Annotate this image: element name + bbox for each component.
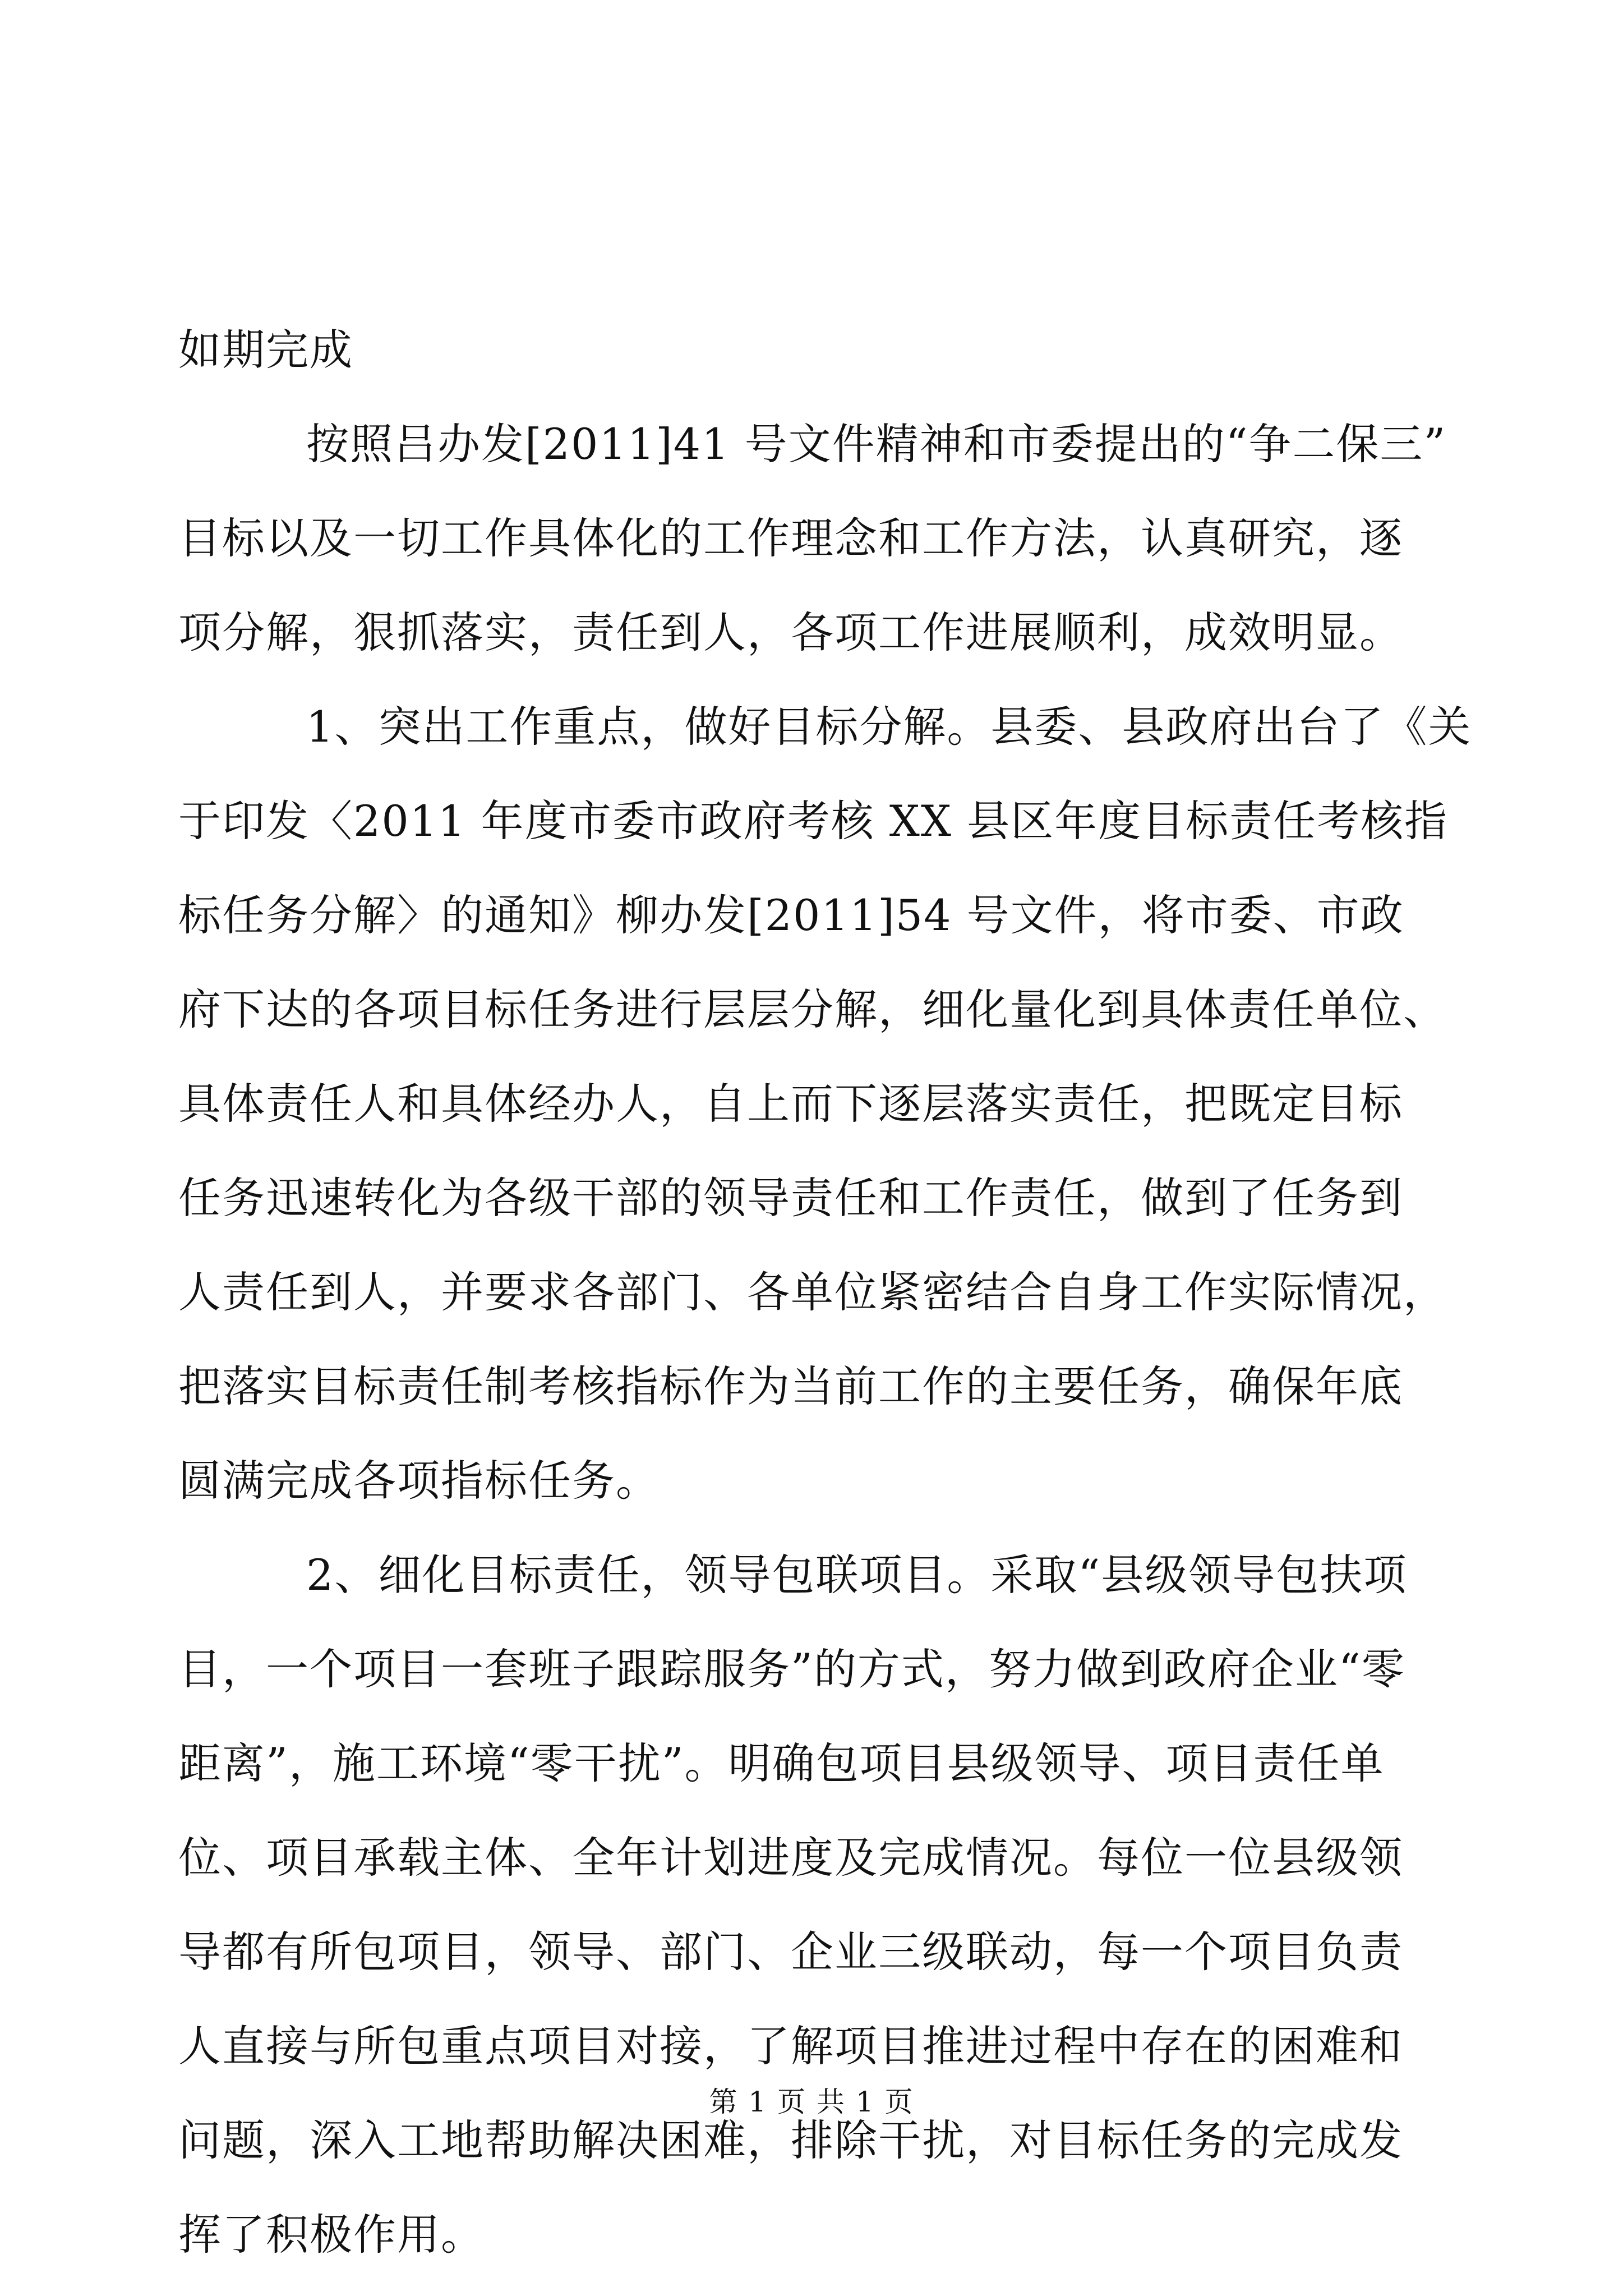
text-line: 具体责任人和具体经办人，自上而下逐层落实责任，把既定目标 xyxy=(178,1079,1403,1129)
text-line: 任务迅速转化为各级干部的领导责任和工作责任，做到了任务到 xyxy=(178,1173,1403,1223)
page-footer xyxy=(0,2082,1623,2122)
text-line: 圆满完成各项指标任务。 xyxy=(178,1456,660,1506)
paragraph-1-heading-line: 1、突出工作重点，做好目标分解。县委、县政府出台了《关 xyxy=(306,702,1472,752)
text-line: 导都有所包项目，领导、部门、企业三级联动，每一个项目负责 xyxy=(178,1927,1403,1977)
text-line: 标任务分解〉的通知》柳办发[2011]54 号文件，将市委、市政 xyxy=(178,890,1404,940)
text-line: 人直接与所包重点项目对接，了解项目推进过程中存在的困难和 xyxy=(178,2021,1403,2071)
text-line: 于印发〈2011 年度市委市政府考核 XX 县区年度目标责任考核指 xyxy=(178,796,1449,846)
text-line: 挥了积极作用。 xyxy=(178,2210,485,2260)
text-line: 位、项目承载主体、全年计划进度及完成情况。每位一位县级领 xyxy=(178,1833,1403,1883)
text-line: 距离”，施工环境“零干扰”。明确包项目县级领导、项目责任单 xyxy=(178,1738,1385,1788)
text-line: 问题，深入工地帮助解决困难，排除干扰，对目标任务的完成发 xyxy=(178,2115,1403,2165)
paragraph-2-heading-line: 2、细化目标责任，领导包联项目。采取“县级领导包扶项 xyxy=(306,1550,1408,1600)
text-line: 人责任到人，并要求各部门、各单位紧密结合自身工作实际情况， xyxy=(178,1267,1447,1317)
text-line: 府下达的各项目标任务进行层层分解，细化量化到具体责任单位、 xyxy=(178,984,1447,1034)
paragraph-intro-line: 按照吕办发[2011]41 号文件精神和市委提出的“争二保三” xyxy=(306,419,1447,469)
text-line: 把落实目标责任制考核指标作为当前工作的主要任务，确保年底 xyxy=(178,1361,1403,1411)
text-line: 项分解，狠抓落实，责任到人，各项工作进展顺利，成效明显。 xyxy=(178,608,1403,657)
text-line: 目标以及一切工作具体化的工作理念和工作方法，认真研究，逐 xyxy=(178,513,1403,563)
document-body xyxy=(178,303,1472,2282)
text-line: 如期完成 xyxy=(178,325,353,375)
page-number-label: 第 1 页 共 1 页 xyxy=(709,2086,914,2118)
text-line: 目，一个项目一套班子跟踪服务”的方式，努力做到政府企业“零 xyxy=(178,1644,1405,1694)
